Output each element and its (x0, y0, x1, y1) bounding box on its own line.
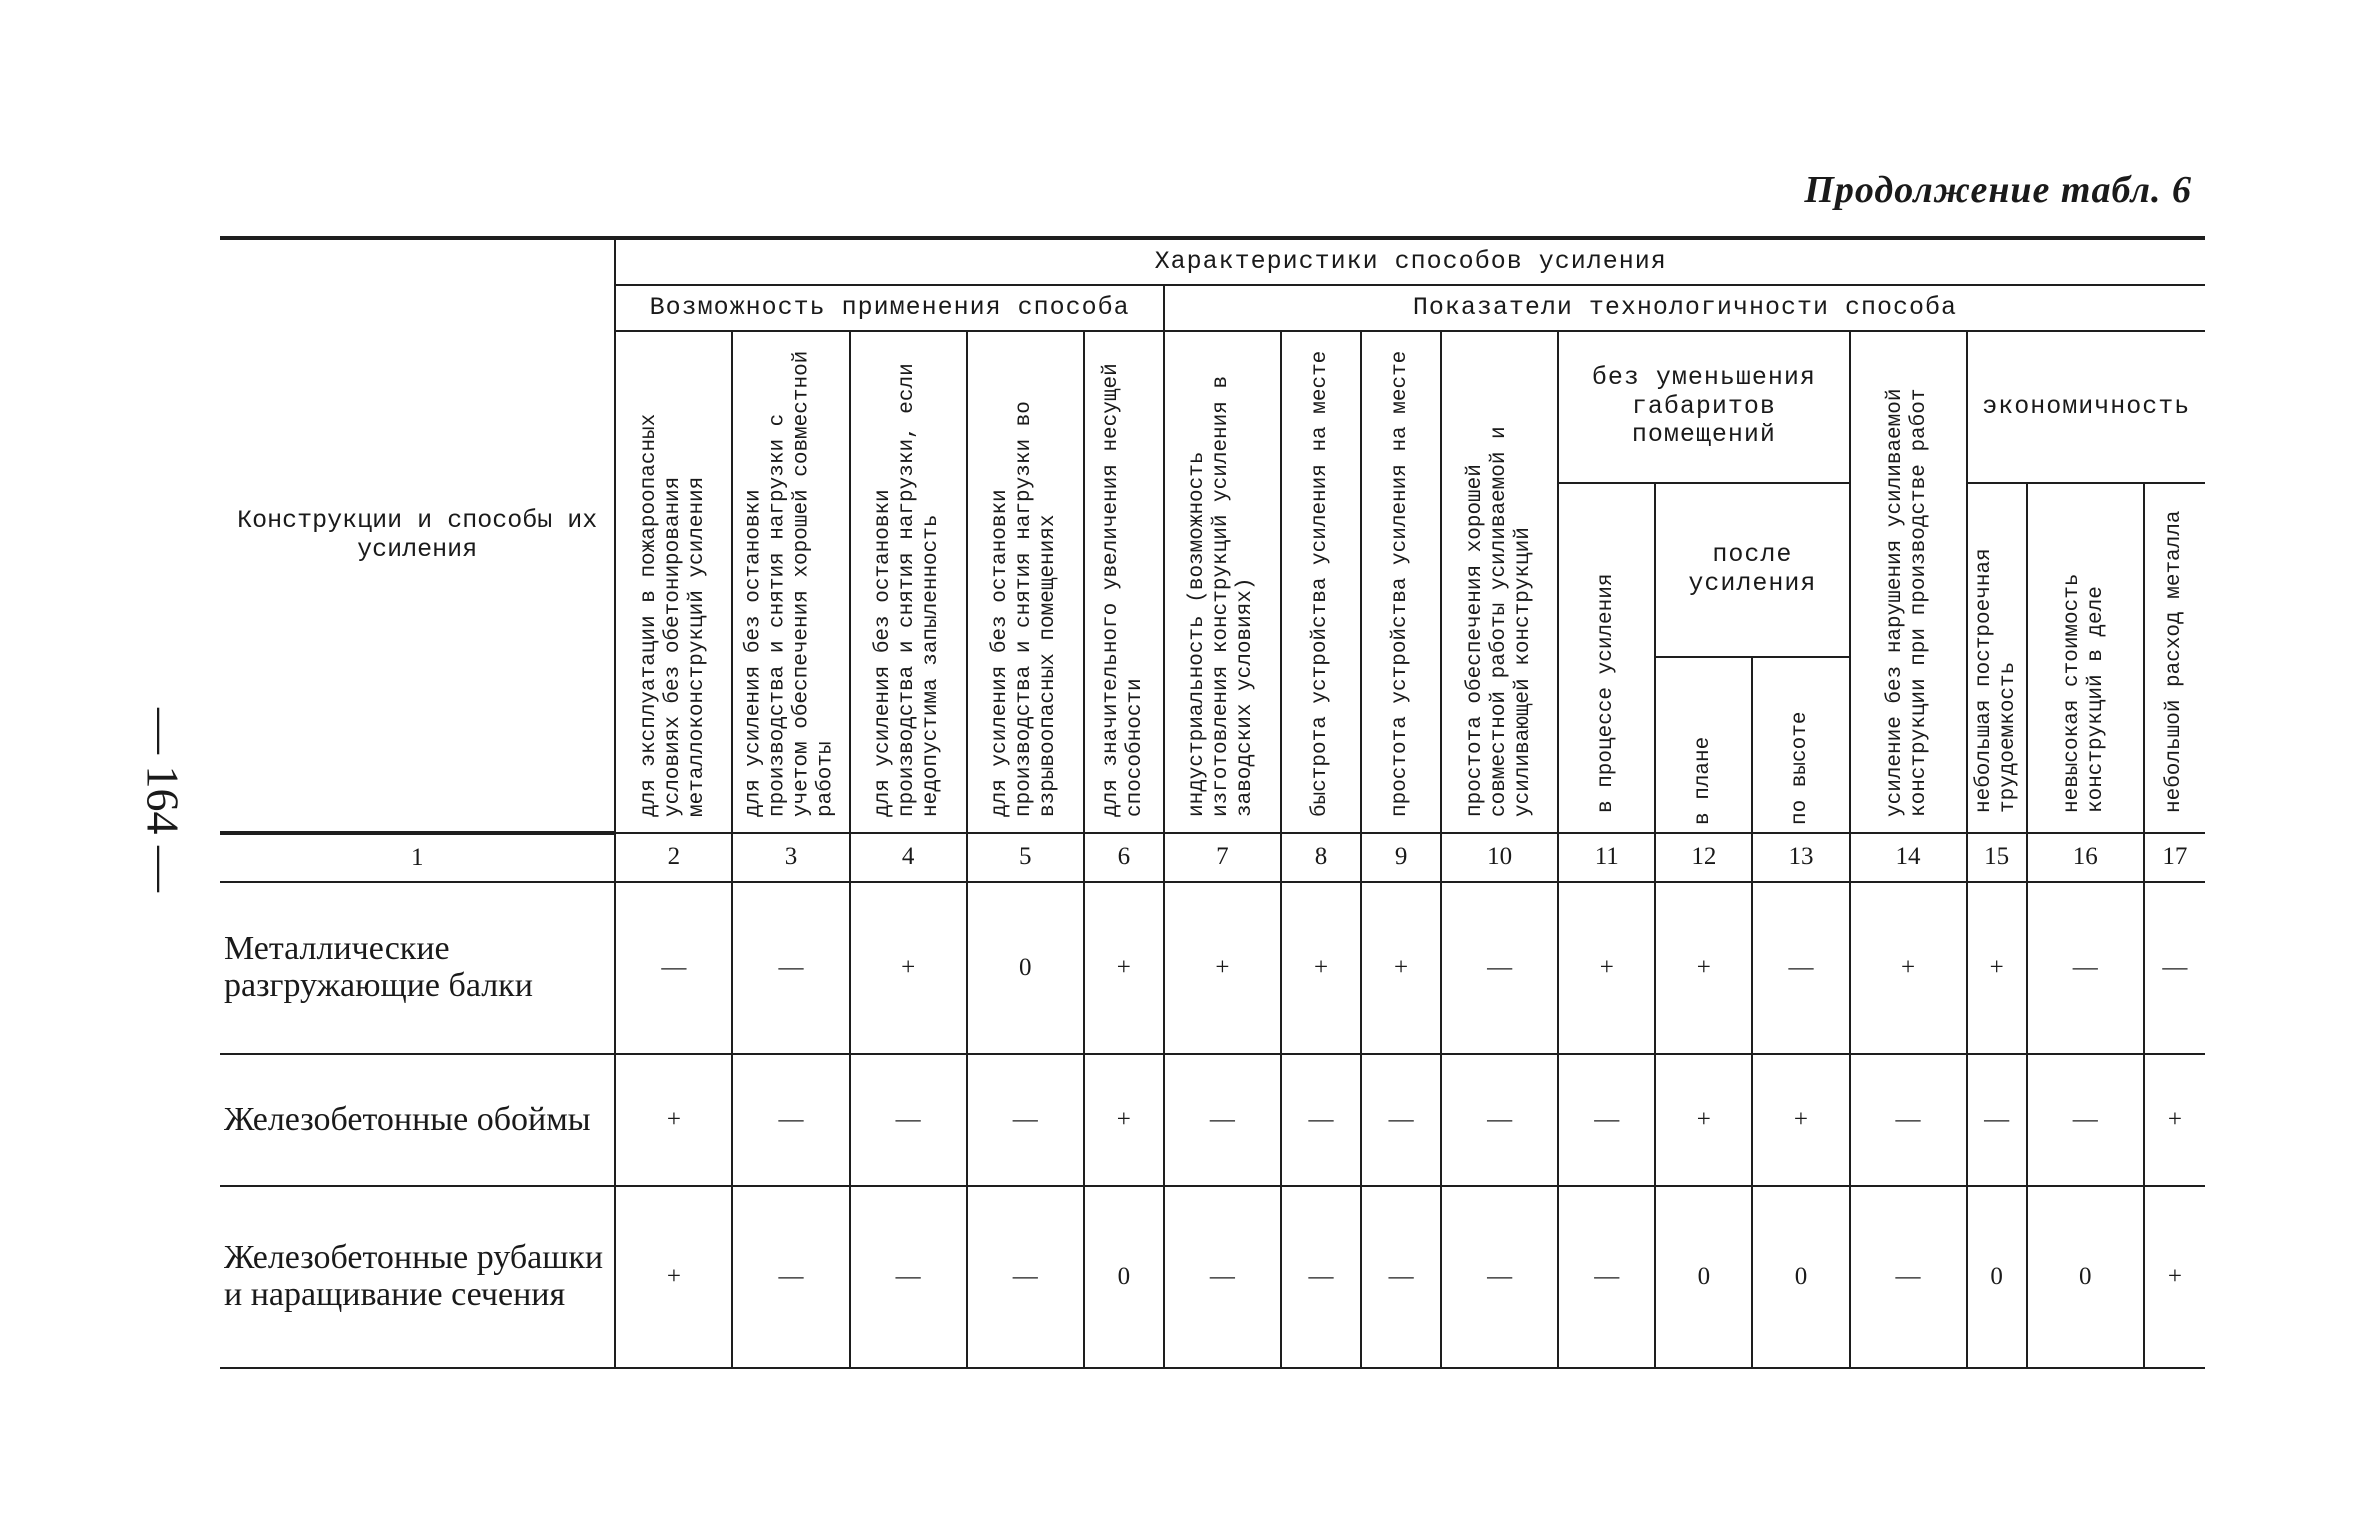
col-header-17: небольшой расход металла (2144, 483, 2205, 833)
col-header-4: для усиления без остановки производства и снятия нагрузки, если недопустима запыленность (850, 331, 967, 833)
table-cell: — (1441, 1186, 1558, 1368)
col-number: 9 (1361, 833, 1441, 882)
table-cell: — (1850, 1186, 1967, 1368)
col-header-2: для эксплуатации в пожароопасных условиях без обетонирования металлоконструкций усиления (615, 331, 732, 833)
subgroup-after: после усиления (1655, 483, 1849, 657)
table-cell: — (615, 882, 732, 1054)
col-header-15: небольшая построечная трудоемкость (1967, 483, 2027, 833)
subgroup-technology: Показатели технологичности способа (1164, 285, 2205, 331)
col-number: 5 (967, 833, 1084, 882)
table-row (220, 882, 2205, 1054)
col-number: 4 (850, 833, 967, 882)
col-header-14: усиление без нарушения усиливаемой конструкции при производстве работ (1850, 331, 1967, 833)
table-cell: — (1441, 882, 1558, 1054)
table-cell: + (1361, 882, 1441, 1054)
col-number: 14 (1850, 833, 1967, 882)
table-cell: — (1361, 1186, 1441, 1368)
col-header-7: индустриальность (возможность изготовления конструкций усиления в заводских условиях) (1164, 331, 1281, 833)
table-cell: + (615, 1054, 732, 1186)
table-cell: — (1281, 1186, 1361, 1368)
col-header-9: простота устройства усиления на месте (1361, 331, 1441, 833)
table-cell: — (850, 1054, 967, 1186)
table-cell: — (1558, 1054, 1655, 1186)
table-cell: — (1558, 1186, 1655, 1368)
table-cell: — (850, 1186, 967, 1368)
row-label: Железобетонные обоймы (220, 1054, 615, 1186)
table-cell: — (967, 1054, 1084, 1186)
table-cell: 0 (1084, 1186, 1164, 1368)
col-number: 16 (2027, 833, 2144, 882)
col-number: 2 (615, 833, 732, 882)
col-number: 1 (220, 833, 615, 882)
table-cell: + (1967, 882, 2027, 1054)
col-header-6: для значительного увеличения несущей способности (1084, 331, 1164, 833)
col-header-11: в процессе усиления (1558, 483, 1655, 833)
table-cell: + (615, 1186, 732, 1368)
col-number: 15 (1967, 833, 2027, 882)
table-cell: — (1441, 1054, 1558, 1186)
table-cell: — (1850, 1054, 1967, 1186)
subgroup-economy: экономичность (1967, 331, 2205, 483)
table-cell: — (732, 1054, 849, 1186)
table-cell: + (2144, 1186, 2205, 1368)
table-cell: + (2144, 1054, 2205, 1186)
table-cell: — (732, 1186, 849, 1368)
table-cell: — (2144, 882, 2205, 1054)
col-number: 13 (1752, 833, 1849, 882)
table-cell: + (1164, 882, 1281, 1054)
table-cell: — (1361, 1054, 1441, 1186)
col-header-5: для усиления без остановки производства и снятия нагрузки во взрывоопасных помещениях (967, 331, 1084, 833)
reinforcement-methods-table (220, 236, 2205, 1369)
col-header-12: в плане (1655, 657, 1752, 833)
col-number: 10 (1441, 833, 1558, 882)
table-cell: — (1164, 1054, 1281, 1186)
table-cell: — (2027, 1054, 2144, 1186)
table-cell: + (1084, 882, 1164, 1054)
table-row (220, 1054, 2205, 1186)
col-header-10: простота обеспечения хорошей совместной работы усиливаемой и усиливающей конструкций (1441, 331, 1558, 833)
col-header-16: невысокая стоимость конструкций в деле (2027, 483, 2144, 833)
table-cell: — (732, 882, 849, 1054)
table-cell: + (850, 882, 967, 1054)
col-number: 8 (1281, 833, 1361, 882)
table-cell: 0 (1655, 1186, 1752, 1368)
table-cell: — (2027, 882, 2144, 1054)
table-caption: Продолжение табл. 6 (1804, 169, 2192, 211)
table-cell: — (1967, 1054, 2027, 1186)
col-number: 6 (1084, 833, 1164, 882)
table-cell: + (1281, 882, 1361, 1054)
stub-header: Конструкции и способы их усиления (220, 238, 615, 833)
table-cell: + (1558, 882, 1655, 1054)
col-number: 11 (1558, 833, 1655, 882)
row-label: Металлические разгружающие балки (220, 882, 615, 1054)
col-header-13: по высоте (1752, 657, 1849, 833)
row-label: Железобетонные рубашки и наращивание сечения (220, 1186, 615, 1368)
subgroup-applicability: Возможность применения способа (615, 285, 1164, 331)
table-cell: + (1850, 882, 1967, 1054)
table-cell: 0 (967, 882, 1084, 1054)
table-cell: 0 (1967, 1186, 2027, 1368)
table-cell: — (1752, 882, 1849, 1054)
col-number: 7 (1164, 833, 1281, 882)
table-row (220, 1186, 2205, 1368)
table-cell: — (967, 1186, 1084, 1368)
table-cell: + (1655, 1054, 1752, 1186)
col-number: 12 (1655, 833, 1752, 882)
col-header-8: быстрота устройства усиления на месте (1281, 331, 1361, 833)
table-cell: + (1084, 1054, 1164, 1186)
table-cell: 0 (1752, 1186, 1849, 1368)
subgroup-dimensions: без уменьшения габаритов помещений (1558, 331, 1849, 483)
col-number: 3 (732, 833, 849, 882)
table-cell: + (1752, 1054, 1849, 1186)
page-number: — 164 — (137, 708, 189, 892)
table-cell: — (1281, 1054, 1361, 1186)
table-cell: + (1655, 882, 1752, 1054)
col-number: 17 (2144, 833, 2205, 882)
table-cell: — (1164, 1186, 1281, 1368)
table-cell: 0 (2027, 1186, 2144, 1368)
group-header: Характеристики способов усиления (615, 238, 2205, 285)
col-header-3: для усиления без остановки производства и снятия нагрузки с учетом обеспечения хорошей совместной работы (732, 331, 849, 833)
